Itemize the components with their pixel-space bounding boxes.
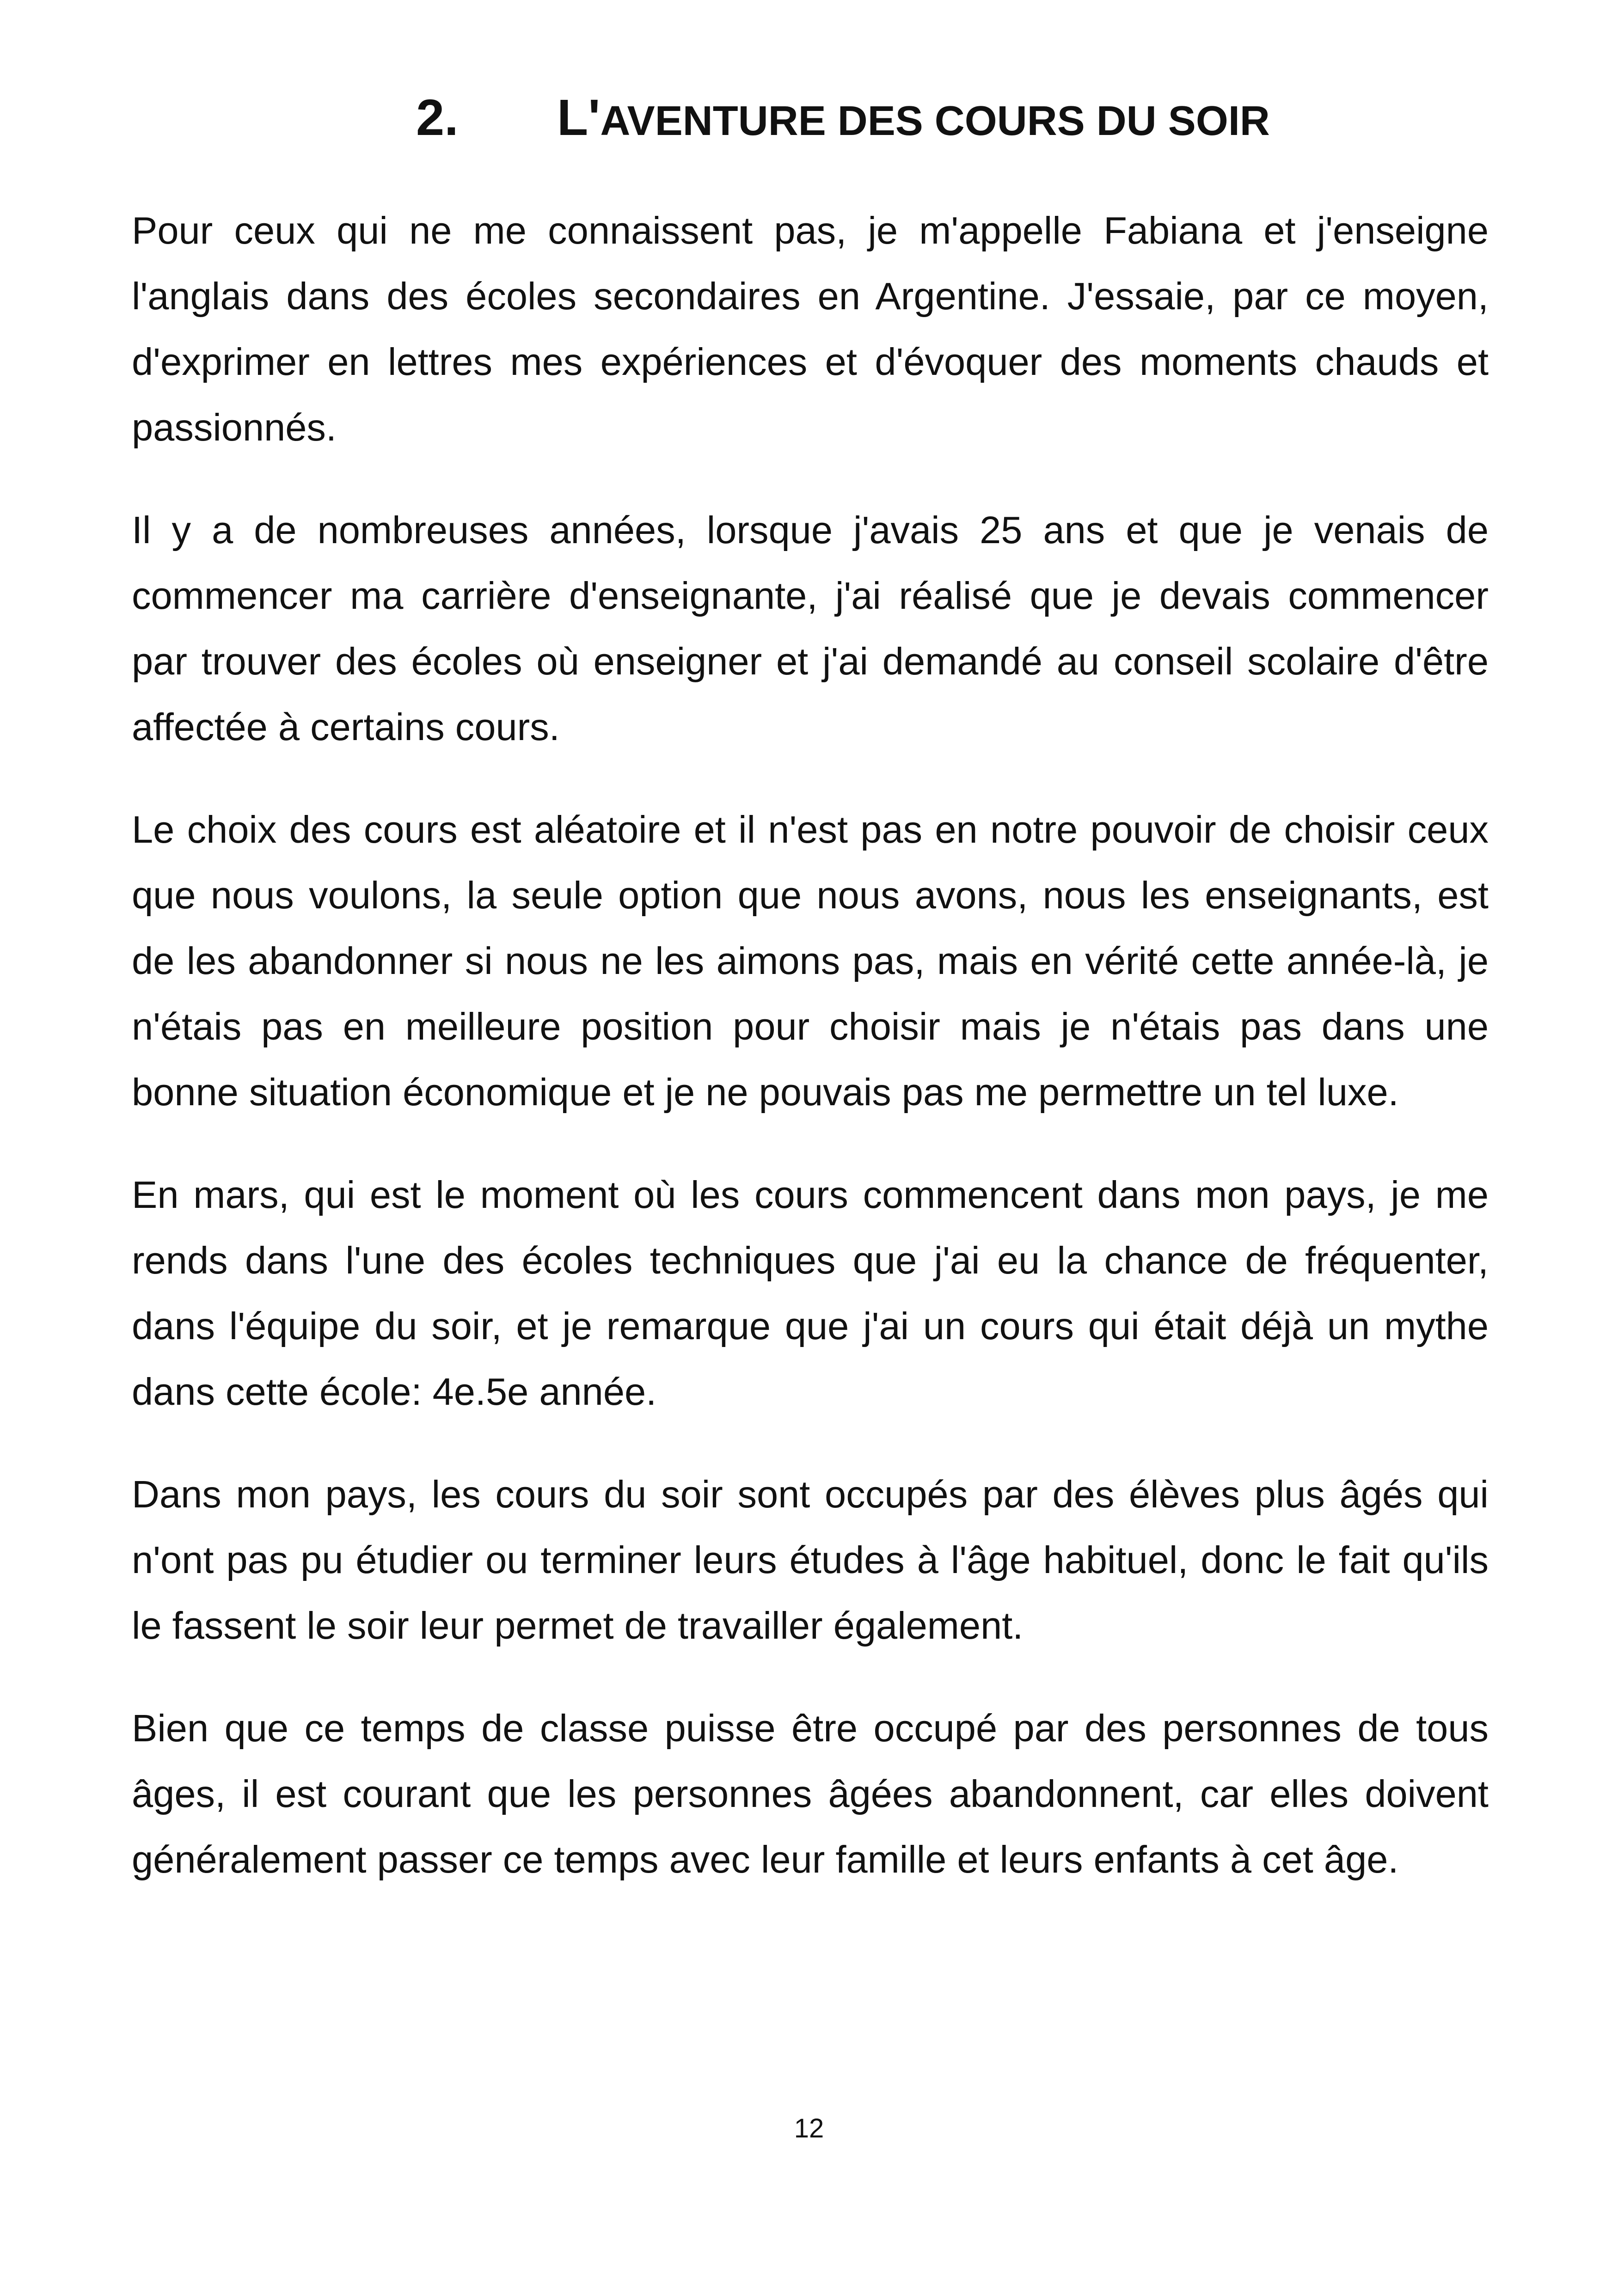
paragraph: Bien que ce temps de classe puisse être occupé par des personnes de tous âges, il est courant que les personnes âgées abandonnent, car elles doivent généralement passer ce temps avec leur famille et leurs enfants à cet âge. xyxy=(132,1707,1489,1881)
body-text xyxy=(132,198,1489,1892)
paragraph: Le choix des cours est aléatoire et il n'est pas en notre pouvoir de choisir ceux que nous voulons, la seule option que nous avons, nous les enseignants, est de les abandonner si nous ne les aimons pas, mais en vérité cette année-là, je n'étais pas en meilleure position pour choisir mais je n'étais pas dans une bonne situation économique et je ne pouvais pas me permettre un tel luxe. xyxy=(132,808,1489,1114)
chapter-number: 2. xyxy=(416,89,459,146)
chapter-title-rest: AVENTURE DES COURS DU SOIR xyxy=(600,98,1270,144)
page-number: 12 xyxy=(794,2113,824,2143)
paragraph: Pour ceux qui ne me connaissent pas, je m'appelle Fabiana et j'enseigne l'anglais dans des écoles secondaires en Argentine. J'essaie, par ce moyen, d'exprimer en lettres mes expériences et d'évoquer des moments chauds et passionnés. xyxy=(132,209,1489,449)
chapter-title-first: L' xyxy=(557,89,601,146)
paragraph: Dans mon pays, les cours du soir sont occupés par des élèves plus âgés qui n'ont pas pu étudier ou terminer leurs études à l'âge habituel, donc le fait qu'ils le fassent le soir leur permet de travailler également. xyxy=(132,1473,1489,1647)
chapter-title xyxy=(557,86,1270,153)
chapter-heading xyxy=(416,86,1479,150)
paragraph: En mars, qui est le moment où les cours commencent dans mon pays, je me rends dans l'une des écoles techniques que j'ai eu la chance de fréquenter, dans l'équipe du soir, et je remarque que j'ai un cours qui était déjà un mythe dans cette école: 4e.5e année. xyxy=(132,1173,1489,1413)
paragraph: Il y a de nombreuses années, lorsque j'avais 25 ans et que je venais de commencer ma carrière d'enseignante, j'ai réalisé que je devais commencer par trouver des écoles où enseigner et j'ai demandé au conseil scolaire d'être affectée à certains cours. xyxy=(132,508,1489,748)
